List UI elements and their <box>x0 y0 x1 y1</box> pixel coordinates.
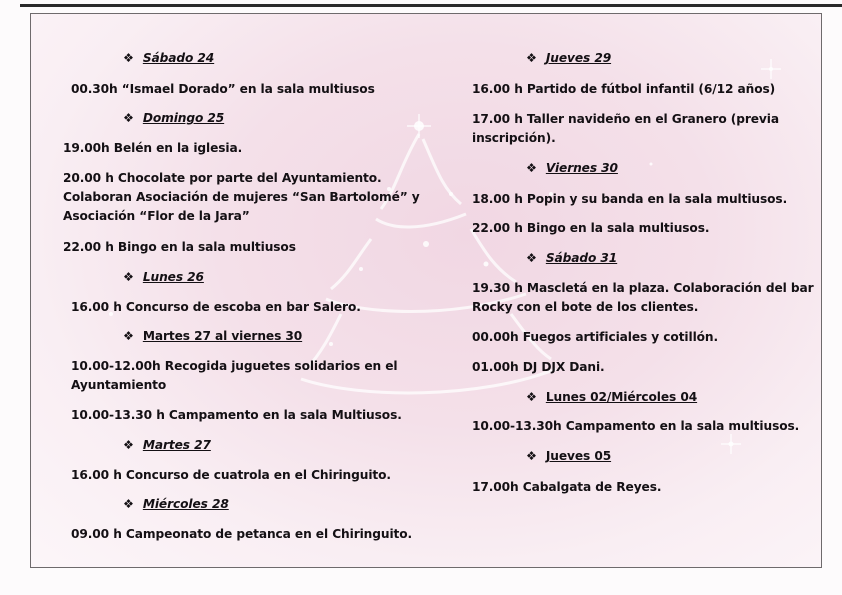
heading-lunes-02-miercoles-04: ❖ Lunes 02/Miércoles 04 <box>526 390 698 404</box>
diamond-bullet-icon: ❖ <box>123 497 134 511</box>
scan-top-edge-line <box>20 4 842 7</box>
heading-martes-27: ❖ Martes 27 <box>123 438 211 452</box>
event-line: Rocky con el bote de los clientes. <box>472 300 699 314</box>
event-line: 00.00h Fuegos artificiales y cotillón. <box>472 330 719 344</box>
event-line: Asociación “Flor de la Jara” <box>63 209 250 223</box>
diamond-bullet-icon: ❖ <box>123 329 134 343</box>
event-line: 09.00 h Campeonato de petanca en el Chiringuito. <box>71 527 413 541</box>
diamond-bullet-icon: ❖ <box>123 111 134 125</box>
event-line: 00.30h “Ismael Dorado” en la sala multiusos <box>71 82 375 96</box>
heading-lunes-26: ❖ Lunes 26 <box>123 270 204 284</box>
diamond-bullet-icon: ❖ <box>526 251 537 265</box>
diamond-bullet-icon: ❖ <box>526 161 537 175</box>
event-line: 16.00 h Partido de fútbol infantil (6/12 años) <box>472 82 776 96</box>
event-line: 20.00 h Chocolate por parte del Ayuntamiento. <box>63 171 382 185</box>
event-line: 17.00 h Taller navideño en el Granero (previa <box>472 112 779 126</box>
heading-martes-27-viernes-30: ❖ Martes 27 al viernes 30 <box>123 329 303 343</box>
event-line: 10.00-12.00h Recogida juguetes solidarios en el <box>71 359 398 373</box>
diamond-bullet-icon: ❖ <box>123 438 134 452</box>
heading-viernes-30: ❖ Viernes 30 <box>526 161 618 175</box>
event-line: inscripción). <box>472 131 556 145</box>
heading-jueves-29: ❖ Jueves 29 <box>526 51 612 65</box>
heading-domingo-25: ❖ Domingo 25 <box>123 111 225 125</box>
event-line: 01.00h DJ DJX Dani. <box>472 360 605 374</box>
event-line: 16.00 h Concurso de escoba en bar Salero. <box>71 300 361 314</box>
event-line: 16.00 h Concurso de cuatrola en el Chiringuito. <box>71 468 391 482</box>
event-line: 17.00h Cabalgata de Reyes. <box>472 480 662 494</box>
event-line: 22.00 h Bingo en la sala multiusos <box>63 240 296 254</box>
event-line: 19.00h Belén en la iglesia. <box>63 141 243 155</box>
heading-sabado-31: ❖ Sábado 31 <box>526 251 618 265</box>
diamond-bullet-icon: ❖ <box>526 449 537 463</box>
event-line: Colaboran Asociación de mujeres “San Bartolomé” y <box>63 190 420 204</box>
programme-sheet <box>30 13 822 568</box>
diamond-bullet-icon: ❖ <box>526 51 537 65</box>
heading-miercoles-28: ❖ Miércoles 28 <box>123 497 229 511</box>
diamond-bullet-icon: ❖ <box>123 51 134 65</box>
event-line: 19.30 h Mascletá en la plaza. Colaboración del bar <box>472 281 814 295</box>
event-line: 10.00-13.30 h Campamento en la sala Multiusos. <box>71 408 402 422</box>
diamond-bullet-icon: ❖ <box>123 270 134 284</box>
event-line: 22.00 h Bingo en la sala multiusos. <box>472 221 710 235</box>
heading-sabado-24: ❖ Sábado 24 <box>123 51 215 65</box>
event-line: Ayuntamiento <box>71 378 167 392</box>
heading-jueves-05: ❖ Jueves 05 <box>526 449 612 463</box>
event-line: 10.00-13.30h Campamento en la sala multiusos. <box>472 419 800 433</box>
event-line: 18.00 h Popin y su banda en la sala multiusos. <box>472 192 788 206</box>
diamond-bullet-icon: ❖ <box>526 390 537 404</box>
